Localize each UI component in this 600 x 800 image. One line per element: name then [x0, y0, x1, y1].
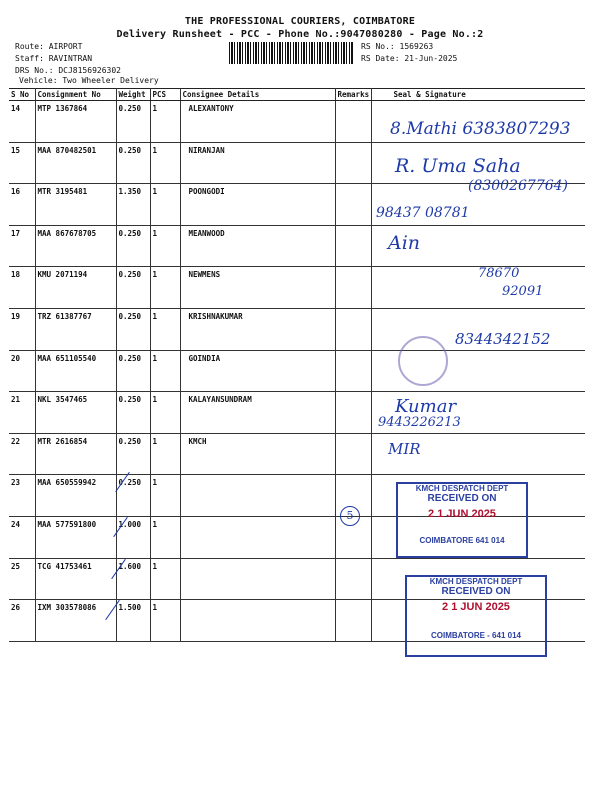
- row-consignment-no: MTR 2616854: [35, 433, 116, 475]
- stamp-2-date: 2 1 JUN 2025: [442, 601, 510, 613]
- stamp-1-place: COIMBATORE 641 014: [419, 536, 505, 545]
- row-consignee: POONGODI: [180, 184, 335, 226]
- table-row: [9, 225, 585, 267]
- received-stamp-1: [396, 482, 528, 558]
- col-header-remarks: Remarks: [335, 89, 371, 101]
- row-remarks: [335, 142, 371, 184]
- row-pcs: 1: [150, 558, 180, 600]
- circled-mark: 5: [340, 506, 360, 526]
- row-consignment-no: MAA 651105540: [35, 350, 116, 392]
- row-remarks: [335, 308, 371, 350]
- drs-number: DRS No.: DCJ8156926302: [15, 66, 121, 75]
- row-consignee: [180, 600, 335, 642]
- row-pcs: 1: [150, 516, 180, 558]
- table-row: [9, 392, 585, 434]
- signature-19: 8344342152: [455, 330, 551, 348]
- signature-15-phone: (8300267764): [468, 178, 568, 194]
- row-pcs: 1: [150, 267, 180, 309]
- row-consignment-no: MAA 650559942: [35, 475, 116, 517]
- row-consignee: KALAYANSUNDRAM: [180, 392, 335, 434]
- rs-date: RS Date: 21-Jun-2025: [361, 54, 458, 63]
- row-pcs: 1: [150, 475, 180, 517]
- row-consignee: [180, 516, 335, 558]
- signature-21-name: Kumar: [395, 396, 457, 417]
- col-header-sno: S No: [9, 89, 35, 101]
- table-header: [9, 89, 585, 101]
- row-consignee: [180, 475, 335, 517]
- signature-18-a: 78670: [478, 266, 520, 281]
- row-sno: 14: [9, 101, 35, 143]
- stamp-2-place: COIMBATORE - 641 014: [431, 631, 521, 640]
- col-header-consignment: Consignment No: [35, 89, 116, 101]
- row-pcs: 1: [150, 101, 180, 143]
- signature-21-phone: 9443226213: [378, 415, 461, 430]
- row-sno: 21: [9, 392, 35, 434]
- stamp-2-received: RECEIVED ON: [441, 586, 511, 597]
- row-weight: 0.250: [116, 350, 150, 392]
- row-weight: 0.250: [116, 142, 150, 184]
- row-pcs: 1: [150, 350, 180, 392]
- row-sno: 22: [9, 433, 35, 475]
- row-weight: 0.250: [116, 225, 150, 267]
- row-consignment-no: NKL 3547465: [35, 392, 116, 434]
- row-sno: 23: [9, 475, 35, 517]
- row-remarks: [335, 392, 371, 434]
- row-consignee: KRISHNAKUMAR: [180, 308, 335, 350]
- row-pcs: 1: [150, 308, 180, 350]
- signature-15-name: R. Uma Saha: [395, 155, 521, 177]
- col-header-pcs: PCS: [150, 89, 180, 101]
- row-remarks: [335, 225, 371, 267]
- signature-22: MIR: [388, 440, 421, 458]
- stamp-2-dept: KMCH DESPATCH DEPT: [429, 577, 523, 586]
- company-title: THE PROFESSIONAL COURIERS, COIMBATORE: [184, 16, 416, 27]
- stamp-1-date: 2 1 JUN 2025: [428, 508, 496, 520]
- row-consignment-no: MTP 1367864: [35, 101, 116, 143]
- row-consignment-no: TRZ 61387767: [35, 308, 116, 350]
- row-consignment-no: TCG 41753461: [35, 558, 116, 600]
- row-weight: 0.250: [116, 308, 150, 350]
- signature-16: 98437 08781: [376, 205, 470, 221]
- row-remarks: [335, 350, 371, 392]
- stamp-1-received: RECEIVED ON: [427, 493, 497, 504]
- row-remarks: [335, 558, 371, 600]
- row-consignment-no: IXM 303578086: [35, 600, 116, 642]
- row-sno: 20: [9, 350, 35, 392]
- row-sno: 16: [9, 184, 35, 226]
- col-header-consignee: Consignee Details: [180, 89, 335, 101]
- row-consignee: MEANWOOD: [180, 225, 335, 267]
- row-remarks: [335, 101, 371, 143]
- row-weight: 1.000: [116, 516, 150, 558]
- row-sno: 17: [9, 225, 35, 267]
- row-consignee: ALEXANTONY: [180, 101, 335, 143]
- row-consignee: GOINDIA: [180, 350, 335, 392]
- row-consignment-no: KMU 2071194: [35, 267, 116, 309]
- stamp-1-dept: KMCH DESPATCH DEPT: [415, 484, 509, 493]
- row-remarks: [335, 184, 371, 226]
- row-weight: 0.250: [116, 392, 150, 434]
- row-pcs: 1: [150, 600, 180, 642]
- row-consignee: NIRANJAN: [180, 142, 335, 184]
- signature-14: 8.Mathi 6383807293: [390, 119, 571, 139]
- row-sno: 26: [9, 600, 35, 642]
- runsheet-subtitle: Delivery Runsheet - PCC - Phone No.:9047080280 - Page No.:2: [116, 29, 484, 40]
- row-remarks: [335, 433, 371, 475]
- row-pcs: 1: [150, 142, 180, 184]
- table-row: [9, 350, 585, 392]
- vehicle: Vehicle: Two Wheeler Delivery: [19, 76, 159, 85]
- row-remarks: [335, 267, 371, 309]
- row-weight: 0.250: [116, 101, 150, 143]
- row-pcs: 1: [150, 433, 180, 475]
- row-pcs: 1: [150, 225, 180, 267]
- rs-number: RS No.: 1569263: [361, 42, 434, 51]
- row-weight: 0.250: [116, 267, 150, 309]
- row-pcs: 1: [150, 184, 180, 226]
- row-pcs: 1: [150, 392, 180, 434]
- table-row: [9, 433, 585, 475]
- barcode: [229, 42, 353, 64]
- row-sno: 24: [9, 516, 35, 558]
- row-consignment-no: MAA 577591800: [35, 516, 116, 558]
- row-remarks: [335, 600, 371, 642]
- row-weight: 1.350: [116, 184, 150, 226]
- row-weight: 1.500: [116, 600, 150, 642]
- row-weight: 1.600: [116, 558, 150, 600]
- row-consignee: NEWMENS: [180, 267, 335, 309]
- row-sno: 19: [9, 308, 35, 350]
- round-seal: [398, 336, 448, 386]
- signature-17: Ain: [388, 232, 421, 254]
- received-stamp-2: [405, 575, 547, 657]
- row-sno: 25: [9, 558, 35, 600]
- route: Route: AIRPORT: [15, 42, 83, 51]
- row-consignee: [180, 558, 335, 600]
- col-header-signature: Seal & Signature: [371, 89, 585, 101]
- staff: Staff: RAVINTRAN: [15, 54, 93, 63]
- row-consignment-no: MTR 3195481: [35, 184, 116, 226]
- signature-18-b: 92091: [502, 284, 544, 299]
- row-sno: 18: [9, 267, 35, 309]
- row-weight: 0.250: [116, 433, 150, 475]
- row-consignment-no: MAA 870482501: [35, 142, 116, 184]
- row-weight: 0.250: [116, 475, 150, 517]
- row-consignment-no: MAA 867678705: [35, 225, 116, 267]
- row-consignee: KMCH: [180, 433, 335, 475]
- col-header-weight: Weight: [116, 89, 150, 101]
- row-sno: 15: [9, 142, 35, 184]
